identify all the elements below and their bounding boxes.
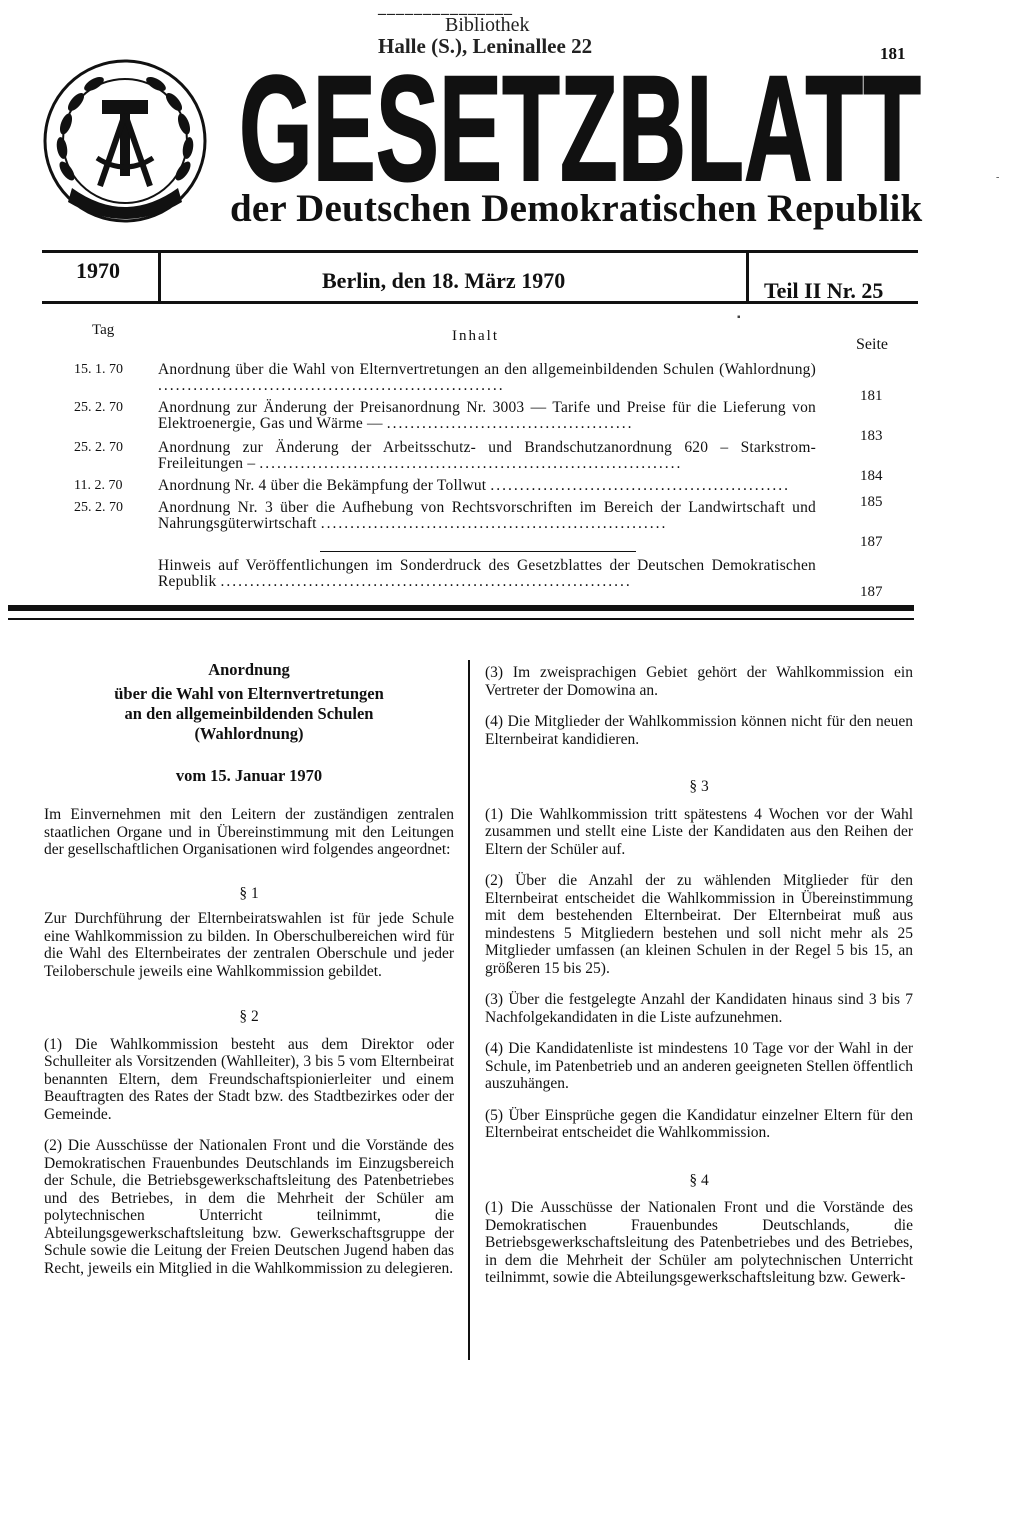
issue-place-date: Berlin, den 18. März 1970 <box>322 268 566 293</box>
toc-entry-3[interactable]: Anordnung zur Änderung der Arbeitsschutz- und Brandschutzanordnung 620 – Starkstrom-Freileitungen – ........................................................................ <box>158 439 816 472</box>
issue-box-divider-right <box>746 250 749 304</box>
toc-entry-1-text: Anordnung über die Wahl von Elternvertretungen an den allgemeinbildenden Schulen (Wahlordnung) <box>158 361 816 378</box>
library-stamp-line1: Bibliothek <box>445 14 530 36</box>
article-date: vom 15. Januar 1970 <box>175 766 323 785</box>
toc-notice-text: Hinweis auf Veröffentlichungen im Sonderdruck des Gesetzblattes der Deutschen Demokratischen Republik <box>158 557 816 590</box>
section-2-title: § 2 <box>239 1008 259 1025</box>
section-3-para-4: (4) Die Kandidatenliste ist mindestens 10 Tage vor der Wahl in der Schule, im Patenbetrieb und an anderen geeigneten Stellen öffentlich auszuhängen. <box>485 1040 913 1092</box>
contents-bottom-rule-thick <box>8 605 914 611</box>
toc-date-2: 25. 2. 70 <box>74 400 123 415</box>
library-stamp-top-fragment: _______________ <box>378 0 513 17</box>
page-number: 181 <box>880 44 906 63</box>
toc-date-5: 25. 2. 70 <box>74 500 123 515</box>
section-2-para-2: (2) Die Ausschüsse der Nationalen Front und die Vorstände des Demokratischen Frauenbundes Deutschlands im Einzugsbereich der Schule, die Betriebsgewerkschaftsleitung des Patenbetriebes und des Betriebes, in dem die Mehrheit der Schüler am polytechnischen Unterricht teilnimmt, die Abteilungsgewerkschaftsleitung bzw. Gewerkschaftsgruppe der Schule sowie die Leitung der Freien Deutschen Jugend haben das Recht, jeweils ein Mitglied in die Wahlkommission zu delegieren. <box>44 1137 454 1277</box>
scan-speck: - <box>996 172 1000 183</box>
toc-entry-2-text: Anordnung zur Änderung der Preisanordnung Nr. 3003 — Tarife und Preise für die Lieferung von Elektroenergie, Gas und Wärme — <box>158 399 816 432</box>
scan-speck: ▪ <box>737 312 741 323</box>
section-1-title: § 1 <box>239 884 259 902</box>
issue-box-divider-left <box>158 250 161 304</box>
toc-entry-2[interactable]: Anordnung zur Änderung der Preisanordnung Nr. 3003 — Tarife und Preise für die Lieferung von Elektroenergie, Gas und Wärme — .......................................... <box>158 399 816 432</box>
contents-column-content: Inhalt <box>452 328 499 344</box>
section-3-para-1: (1) Die Wahlkommission tritt spätestens 4 Wochen vor der Wahl zusammen und stellt eine Liste der Kandidaten aus den Reihen der Eltern der Schüler auf. <box>485 805 913 858</box>
toc-separator <box>320 551 636 552</box>
issue-year: 1970 <box>76 258 120 283</box>
article-right-column <box>485 664 913 1287</box>
masthead-title <box>235 66 925 190</box>
section-4-title: § 4 <box>689 1171 709 1189</box>
contents-bottom-rule-thin <box>8 618 914 620</box>
masthead-subtitle: der Deutschen Demokratischen Republik <box>230 187 923 230</box>
toc-page-1: 181 <box>860 388 883 404</box>
toc-entry-5[interactable]: Anordnung Nr. 3 über die Aufhebung von Rechtsvorschriften im Bereich der Landwirtschaft und Nahrungsgüterwirtschaft ........................................................... <box>158 499 816 532</box>
toc-date-1: 15. 1. 70 <box>74 362 123 377</box>
toc-page-3: 184 <box>860 468 883 484</box>
toc-entry-1[interactable]: Anordnung über die Wahl von Elternvertretungen an den allgemeinbildenden Schulen (Wahlordnung) ........................................................... <box>158 361 816 394</box>
section-2-para-3: (3) Im zweisprachigen Gebiet gehört der Wahlkommission ein Vertreter der Domowina an. <box>485 664 913 699</box>
section-3-title: § 3 <box>689 778 709 795</box>
section-3-para-2: (2) Über die Anzahl der zu wählenden Mitglieder für den Elternbeirat entscheidet die Wahlkommission in Übereinstimmung mit dem bestehenden Elternbeirat. Der Elternbeirat muß aus mindestens 5 Mitgliedern bestehen und soll nicht mehr als 25 Mitglieder umfassen (an kleinen Schulen in der Regel 5 bis 15, an größeren 15 bis 25). <box>485 872 913 977</box>
toc-page-4: 185 <box>860 494 883 510</box>
toc-entry-4[interactable]: Anordnung Nr. 4 über die Bekämpfung der Tollwut ................................................... <box>158 477 791 494</box>
toc-entry-3-text: Anordnung zur Änderung der Arbeitsschutz- und Brandschutzanordnung 620 – Starkstrom-Freileitungen – <box>158 439 816 472</box>
state-emblem-icon <box>42 58 208 224</box>
article-heading-4: (Wahlordnung) <box>194 724 304 743</box>
contents-column-page: Seite <box>856 336 888 353</box>
toc-entry-5-text: Anordnung Nr. 3 über die Aufhebung von Rechtsvorschriften im Bereich der Landwirtschaft und Nahrungsgüterwirtschaft <box>158 499 816 532</box>
toc-date-3: 25. 2. 70 <box>74 440 123 455</box>
toc-page-5: 187 <box>860 534 883 550</box>
library-stamp-line2: Halle (S.), Leninallee 22 <box>378 34 593 58</box>
contents-column-day: Tag <box>92 322 115 338</box>
section-2-para-1: (1) Die Wahlkommission besteht aus dem Direktor oder Schulleiter als Vorsitzenden (Wahlleiter), 3 bis 5 vom Elternbeirat benannten Eltern, dem Freundschaftspionierleiter und einem Beauftragten des Rates der Stadt bzw. des Stadtbezirkes oder der Gemeinde. <box>44 1035 454 1123</box>
toc-date-4: 11. 2. 70 <box>74 478 123 493</box>
article-heading-2: über die Wahl von Elternvertretungen <box>114 684 384 703</box>
svg-text:GESETZBLATT: GESETZBLATT <box>239 66 921 190</box>
toc-notice[interactable]: Hinweis auf Veröffentlichungen im Sonderdruck des Gesetzblattes der Deutschen Demokratischen Republik ...................................................................... <box>158 557 816 590</box>
section-4-para-1: (1) Die Ausschüsse der Nationalen Front und die Vorstände des Demokratischen Frauenbundes Deutschlands, die Betriebsgewerkschaftsleitung des Patenbetriebes und des Betriebes, in dem die Mehrheit der Schüler am polytechnischen Unterricht teilnimmt, sowie die Abteilungsgewerkschaftsleitung bzw. Gewerk- <box>485 1199 913 1286</box>
section-1-text: Zur Durchführung der Elternbeiratswahlen ist für jede Schule eine Wahlkommission zu bilden. In Oberschulbereichen wird für die Wahl des Elternbeirates der zentralen Oberschule und jeder Teiloberschule jeweils eine Wahlkommission gebildet. <box>44 910 454 980</box>
article-heading-1: Anordnung <box>208 660 290 679</box>
toc-entry-4-text: Anordnung Nr. 4 über die Bekämpfung der Tollwut <box>158 477 487 494</box>
section-3-para-3: (3) Über die festgelegte Anzahl der Kandidaten hinaus sind 3 bis 7 Nachfolgekandidaten in die Liste aufzunehmen. <box>485 991 913 1026</box>
article-heading-3: an den allgemeinbildenden Schulen <box>124 704 374 723</box>
section-3-para-5: (5) Über Einsprüche gegen die Kandidatur einzelner Eltern für den Elternbeirat entscheidet die Wahlkommission. <box>485 1106 913 1141</box>
article-left-column <box>44 660 454 1277</box>
column-separator <box>468 660 470 1360</box>
toc-notice-page: 187 <box>860 584 883 600</box>
issue-part-number: Teil II Nr. 25 <box>764 278 884 303</box>
article-preamble: Im Einvernehmen mit den Leitern der zuständigen zentralen staatlichen Organe und in Übereinstimmung mit den Leitungen der gesellschaftlichen Organisationen wird folgendes angeordnet: <box>44 806 454 858</box>
toc-page-2: 183 <box>860 428 883 444</box>
section-2-para-4: (4) Die Mitglieder der Wahlkommission können nicht für den neuen Elternbeirat kandidieren. <box>485 713 913 748</box>
